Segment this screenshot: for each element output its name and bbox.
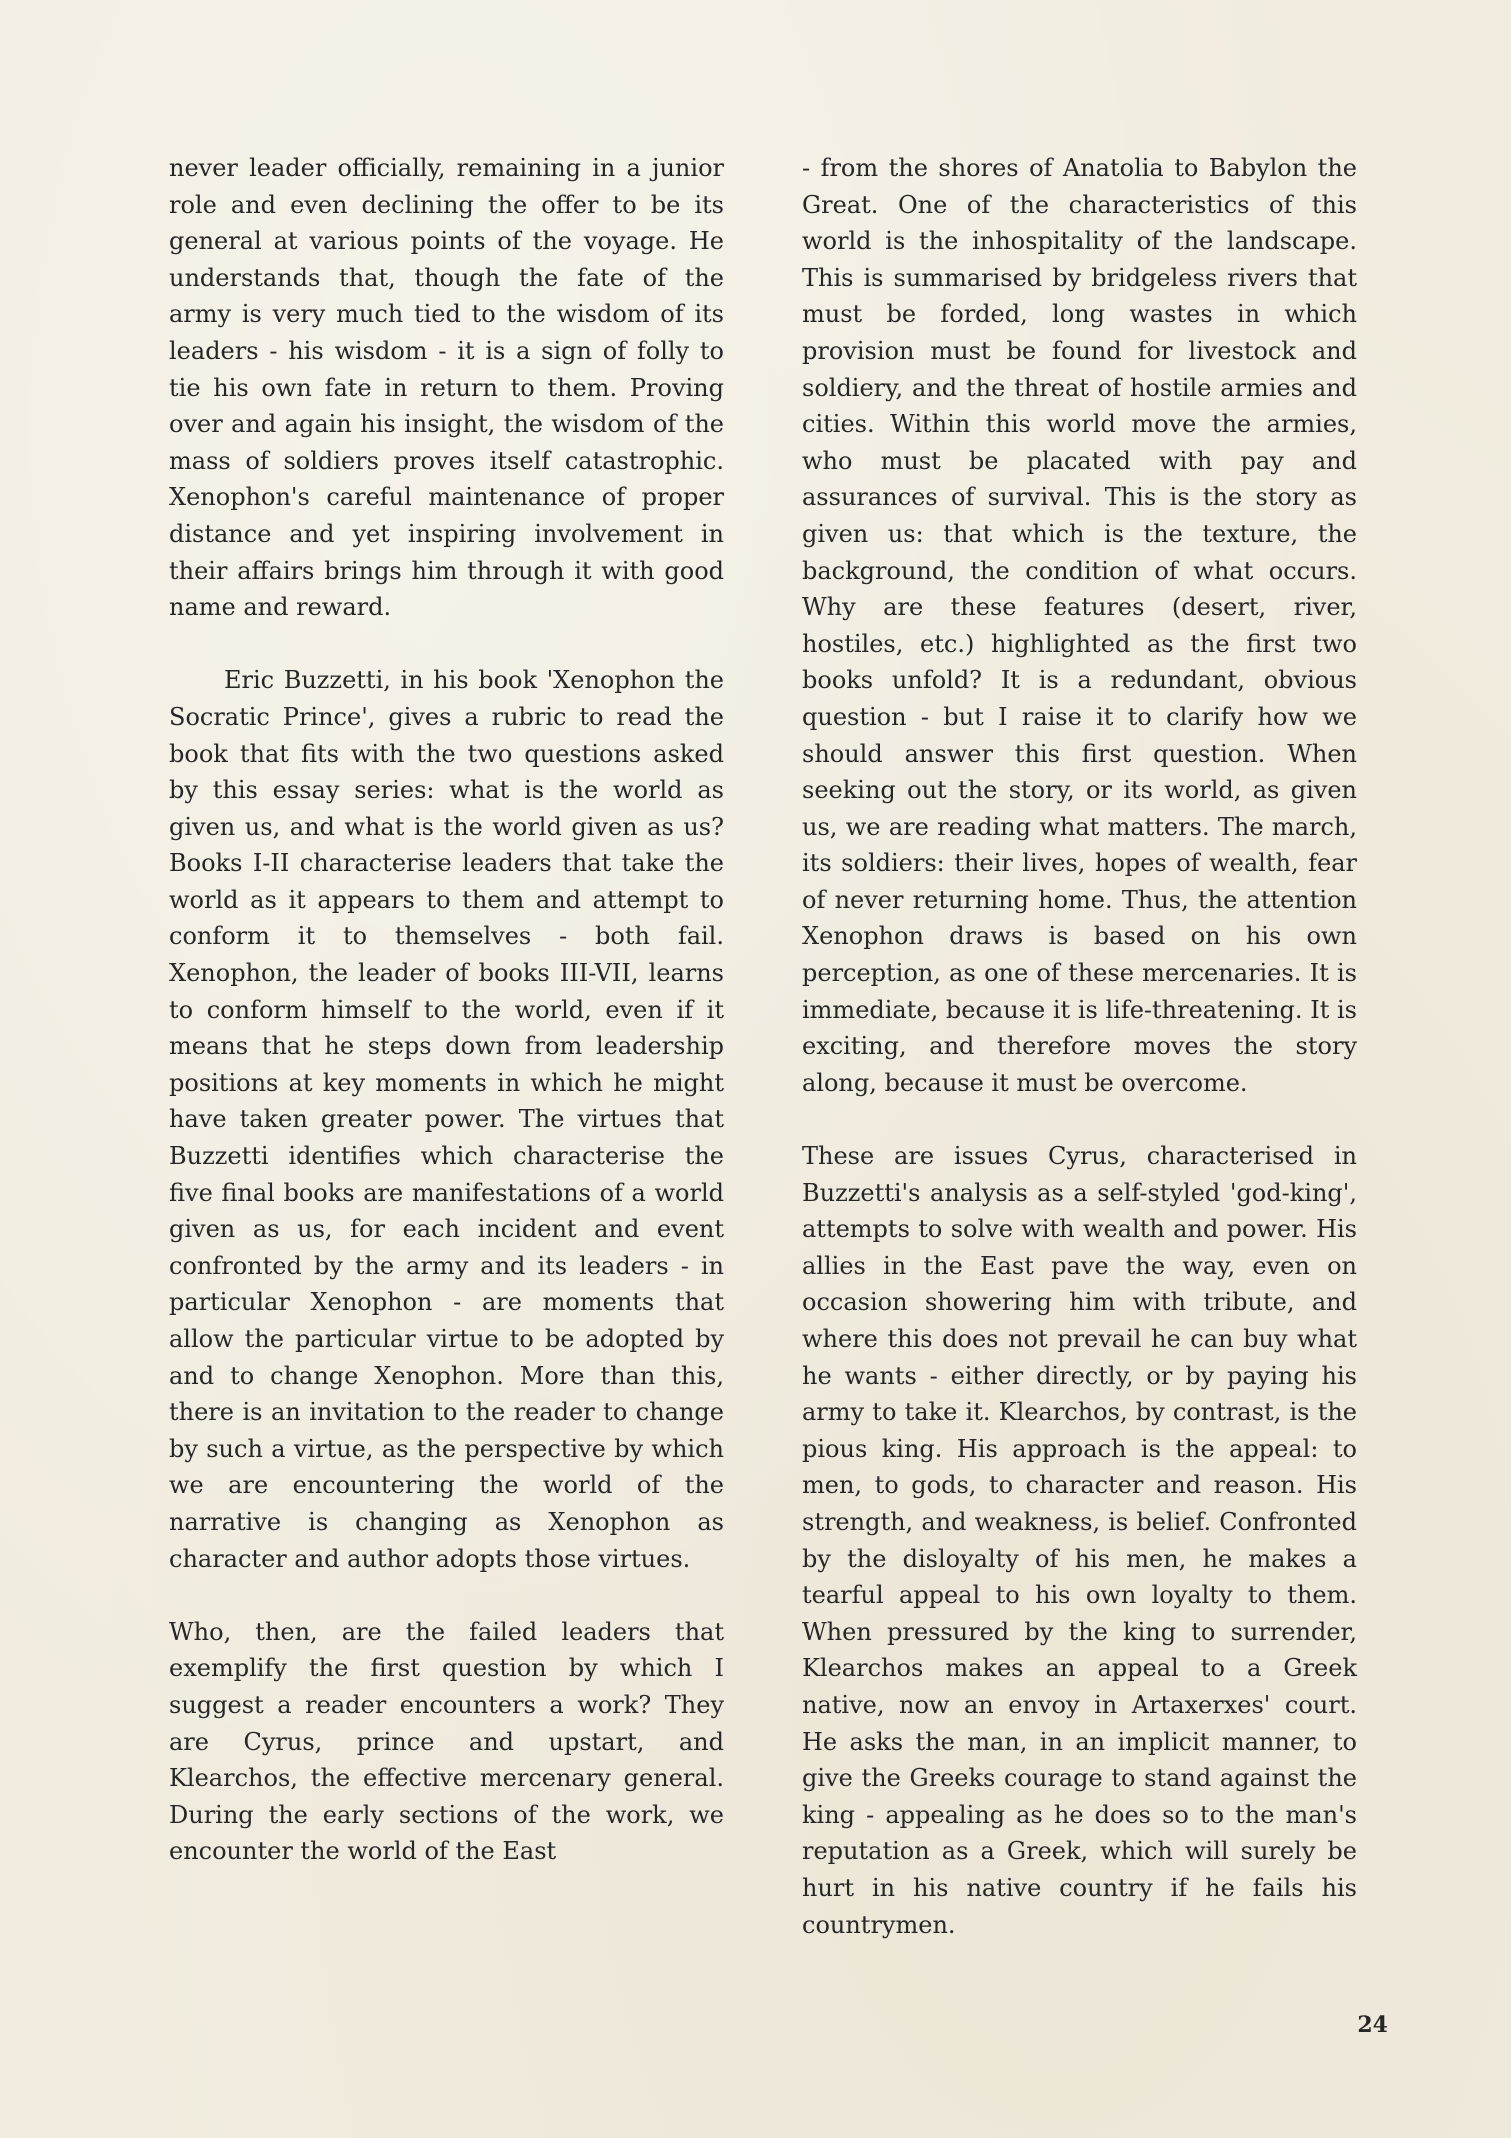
left-column [169,150,724,1870]
body-paragraph: never leader officially, remaining in a junior role and even declining the offer to be its general at various points of the voyage. He understands that, though the fate of the army is very much tied to the wisdom of its leaders - his wisdom - it is a sign of folly to tie his own fate in return to them. Proving over and again his insight, the wisdom of the mass of soldiers proves itself catastrophic. Xenophon's careful maintenance of proper distance and yet inspiring involvement in their affairs brings him through it with good name and reward. [169,154,724,622]
page-number: 24 [1357,2012,1388,2038]
right-column [802,150,1357,1943]
body-paragraph: These are issues Cyrus, characterised in Buzzetti's analysis as a self-styled 'god-king', attempts to solve with wealth and power. His allies in the East pave the way, even on occasion showering him with tribute, and where this does not prevail he can buy what he wants - either directly, or by paying his army to take it. Klearchos, by contrast, is the pious king. His approach is the appeal: to men, to gods, to character and reason. His strength, and weakness, is belief. Confronted by the disloyalty of his men, he makes a tearful appeal to his own loyalty to them. When pressured by the king to surrender, Klearchos makes an appeal to a Greek native, now an envoy in Artaxerxes' court. He asks the man, in an implicit manner, to give the Greeks courage to stand against the king - appealing as he does so to the man's reputation as a Greek, which will surely be hurt in his native country if he fails his countrymen. [802,1142,1357,1939]
body-paragraph: Who, then, are the failed leaders that exemplify the first question by which I suggest a reader encounters a work? They are Cyrus, prince and upstart, and Klearchos, the effective mercenary general. During the early sections of the work, we encounter the world of the East [169,1617,724,1866]
body-paragraph: Eric Buzzetti, in his book 'Xenophon the Socratic Prince', gives a rubric to read the book that fits with the two questions asked by this essay series: what is the world as given us, and what is the world given as us? Books I-II characterise leaders that take the world as it appears to them and attempt to conform it to themselves - both fail. Xenophon, the leader of books III-VII, learns to conform himself to the world, even if it means that he steps down from leadership positions at key moments in which he might have taken greater power. The virtues that Buzzetti identifies which characterise the five final books are manifestations of a world given as us, for each incident and event confronted by the army and its leaders - in particular Xenophon - are moments that allow the particular virtue to be adopted by and to change Xenophon. More than this, there is an invitation to the reader to change by such a virtue, as the perspective by which we are encountering the world of the narrative is changing as Xenophon as character and author adopts those virtues. [169,666,724,1573]
body-paragraph: - from the shores of Anatolia to Babylon the Great. One of the characteristics of this world is the inhospitality of the landscape. This is summarised by bridgeless rivers that must be forded, long wastes in which provision must be found for livestock and soldiery, and the threat of hostile armies and cities. Within this world move the armies, who must be placated with pay and assurances of survival. This is the story as given us: that which is the texture, the background, the condition of what occurs. Why are these features (desert, river, hostiles, etc.) highlighted as the first two books unfold? It is a redundant, obvious question - but I raise it to clarify how we should answer this first question. When seeking out the story, or its world, as given us, we are reading what matters. The march, its soldiers: their lives, hopes of wealth, fear of never returning home. Thus, the attention Xenophon draws is based on his own perception, as one of these mercenaries. It is immediate, because it is life-threatening. It is exciting, and therefore moves the story along, because it must be overcome. [802,154,1357,1097]
